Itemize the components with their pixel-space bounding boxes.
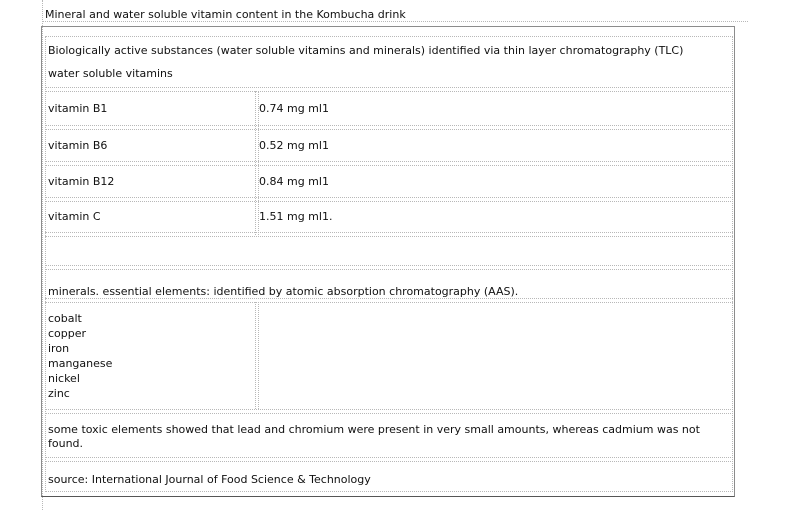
column-divider: [255, 302, 256, 409]
row-divider: [45, 161, 733, 162]
page-title: Mineral and water soluble vitamin content in the Kombucha drink: [45, 8, 406, 21]
row-divider: [45, 491, 733, 492]
table-intro: Biologically active substances (water soluble vitamins and minerals) identified via thin layer chromatography (TLC): [48, 44, 684, 57]
vitamin-name: vitamin C: [48, 210, 101, 223]
row-divider: [45, 197, 733, 198]
minerals-heading: minerals. essential elements: identified by atomic absorption chromatography (AAS).: [48, 285, 519, 298]
minerals-list: [48, 311, 112, 401]
row-divider: [45, 232, 733, 233]
row-divider: [45, 409, 733, 410]
vitamin-name: vitamin B1: [48, 102, 108, 115]
row-divider: [45, 302, 733, 303]
row-divider: [45, 236, 733, 237]
vitamin-value: 0.52 mg ml1: [259, 139, 329, 152]
vitamins-heading: water soluble vitamins: [48, 67, 173, 80]
column-divider: [732, 36, 733, 492]
vitamin-name: vitamin B12: [48, 175, 115, 188]
row-divider: [45, 201, 733, 202]
mineral-item: nickel: [48, 372, 80, 385]
row-divider: [45, 269, 733, 270]
mineral-item: zinc: [48, 387, 70, 400]
mineral-item: copper: [48, 327, 87, 340]
row-divider: [45, 413, 733, 414]
row-divider: [45, 298, 733, 299]
column-divider: [258, 302, 259, 409]
column-divider: [255, 91, 256, 235]
row-divider: [45, 36, 733, 37]
vitamin-value: 1.51 mg ml1.: [259, 210, 333, 223]
vitamin-name: vitamin B6: [48, 139, 108, 152]
vitamin-value: 0.84 mg ml1: [259, 175, 329, 188]
vitamin-value: 0.74 mg ml1: [259, 102, 329, 115]
mineral-item: iron: [48, 342, 70, 355]
row-divider: [45, 165, 733, 166]
source-citation: source: International Journal of Food Science & Technology: [48, 473, 371, 486]
toxic-elements-note: some toxic elements showed that lead and chromium were present in very small amounts, whereas cadmium was not found.: [48, 423, 700, 450]
mineral-item: manganese: [48, 357, 113, 370]
column-divider: [45, 36, 46, 492]
row-divider: [45, 461, 733, 462]
title-underline: [42, 21, 748, 22]
row-divider: [45, 87, 733, 88]
mineral-item: cobalt: [48, 312, 82, 325]
row-divider: [45, 129, 733, 130]
row-divider: [45, 457, 733, 458]
row-divider: [45, 125, 733, 126]
row-divider: [45, 91, 733, 92]
row-divider: [45, 265, 733, 266]
